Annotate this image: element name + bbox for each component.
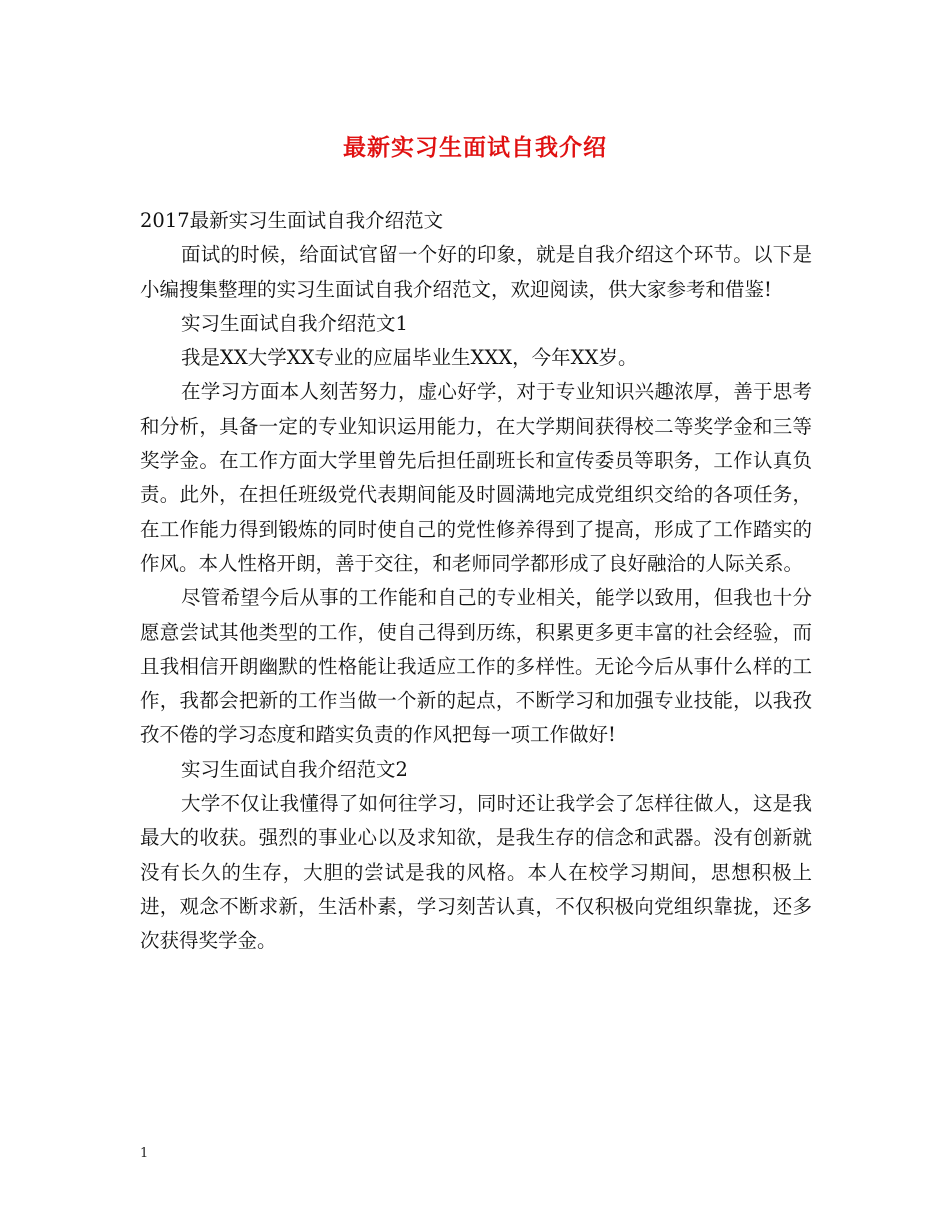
paragraph-sample-1-study: 在学习方面本人刻苦努力，虚心好学，对于专业知识兴趣浓厚，善于思考和分析，具备一定的专业知识运用能力，在大学期间获得校二等奖学金和三等奖学金。在工作方面大学里曾先后担任副班长和宣传委员等职务，工作认真负责。此外，在担任班级党代表期间能及时圆满地完成党组织交给的各项任务，在工作能力得到锻炼的同时使自己的党性修养得到了提高，形成了工作踏实的作风。本人性格开朗，善于交往，和老师同学都形成了良好融洽的人际关系。 [140, 380, 812, 575]
paragraph-sample-1-career: 尽管希望今后从事的工作能和自己的专业相关，能学以致用，但我也十分愿意尝试其他类型的工作，使自己得到历练，积累更多更丰富的社会经验，而且我相信开朗幽默的性格能让我适应工作的多样性。无论今后从事什么样的工作，我都会把新的工作当做一个新的起点，不断学习和加强专业技能，以我孜孜不倦的学习态度和踏实负责的作风把每一项工作做好! [140, 586, 812, 747]
document-subtitle: 2017最新实习生面试自我介绍范文 [140, 209, 444, 232]
document-title: 最新实习生面试自我介绍 [343, 134, 607, 161]
paragraph-sample-2: 大学不仅让我懂得了如何往学习，同时还让我学会了怎样往做人，这是我最大的收获。强烈的事业心以及求知欲，是我生存的信念和武器。没有创新就没有长久的生存，大胆的尝试是我的风格。本人在校学习期间，思想积极上进，观念不断求新，生活朴素，学习刻苦认真，不仅积极向党组织靠拢，还多次获得奖学金。 [140, 792, 812, 953]
page-number: 1 [140, 1146, 149, 1161]
section-heading-sample-1: 实习生面试自我介绍范文1 [181, 311, 408, 335]
paragraph-intro: 面试的时候，给面试官留一个好的印象，就是自我介绍这个环节。以下是小编搜集整理的实习生面试自我介绍范文，欢迎阅读，供大家参考和借鉴! [140, 243, 812, 301]
section-heading-sample-2: 实习生面试自我介绍范文2 [181, 757, 408, 781]
document-body [140, 204, 812, 959]
paragraph-sample-1-opening: 我是XX大学XX专业的应届毕业生XXX，今年XX岁。 [181, 346, 638, 370]
